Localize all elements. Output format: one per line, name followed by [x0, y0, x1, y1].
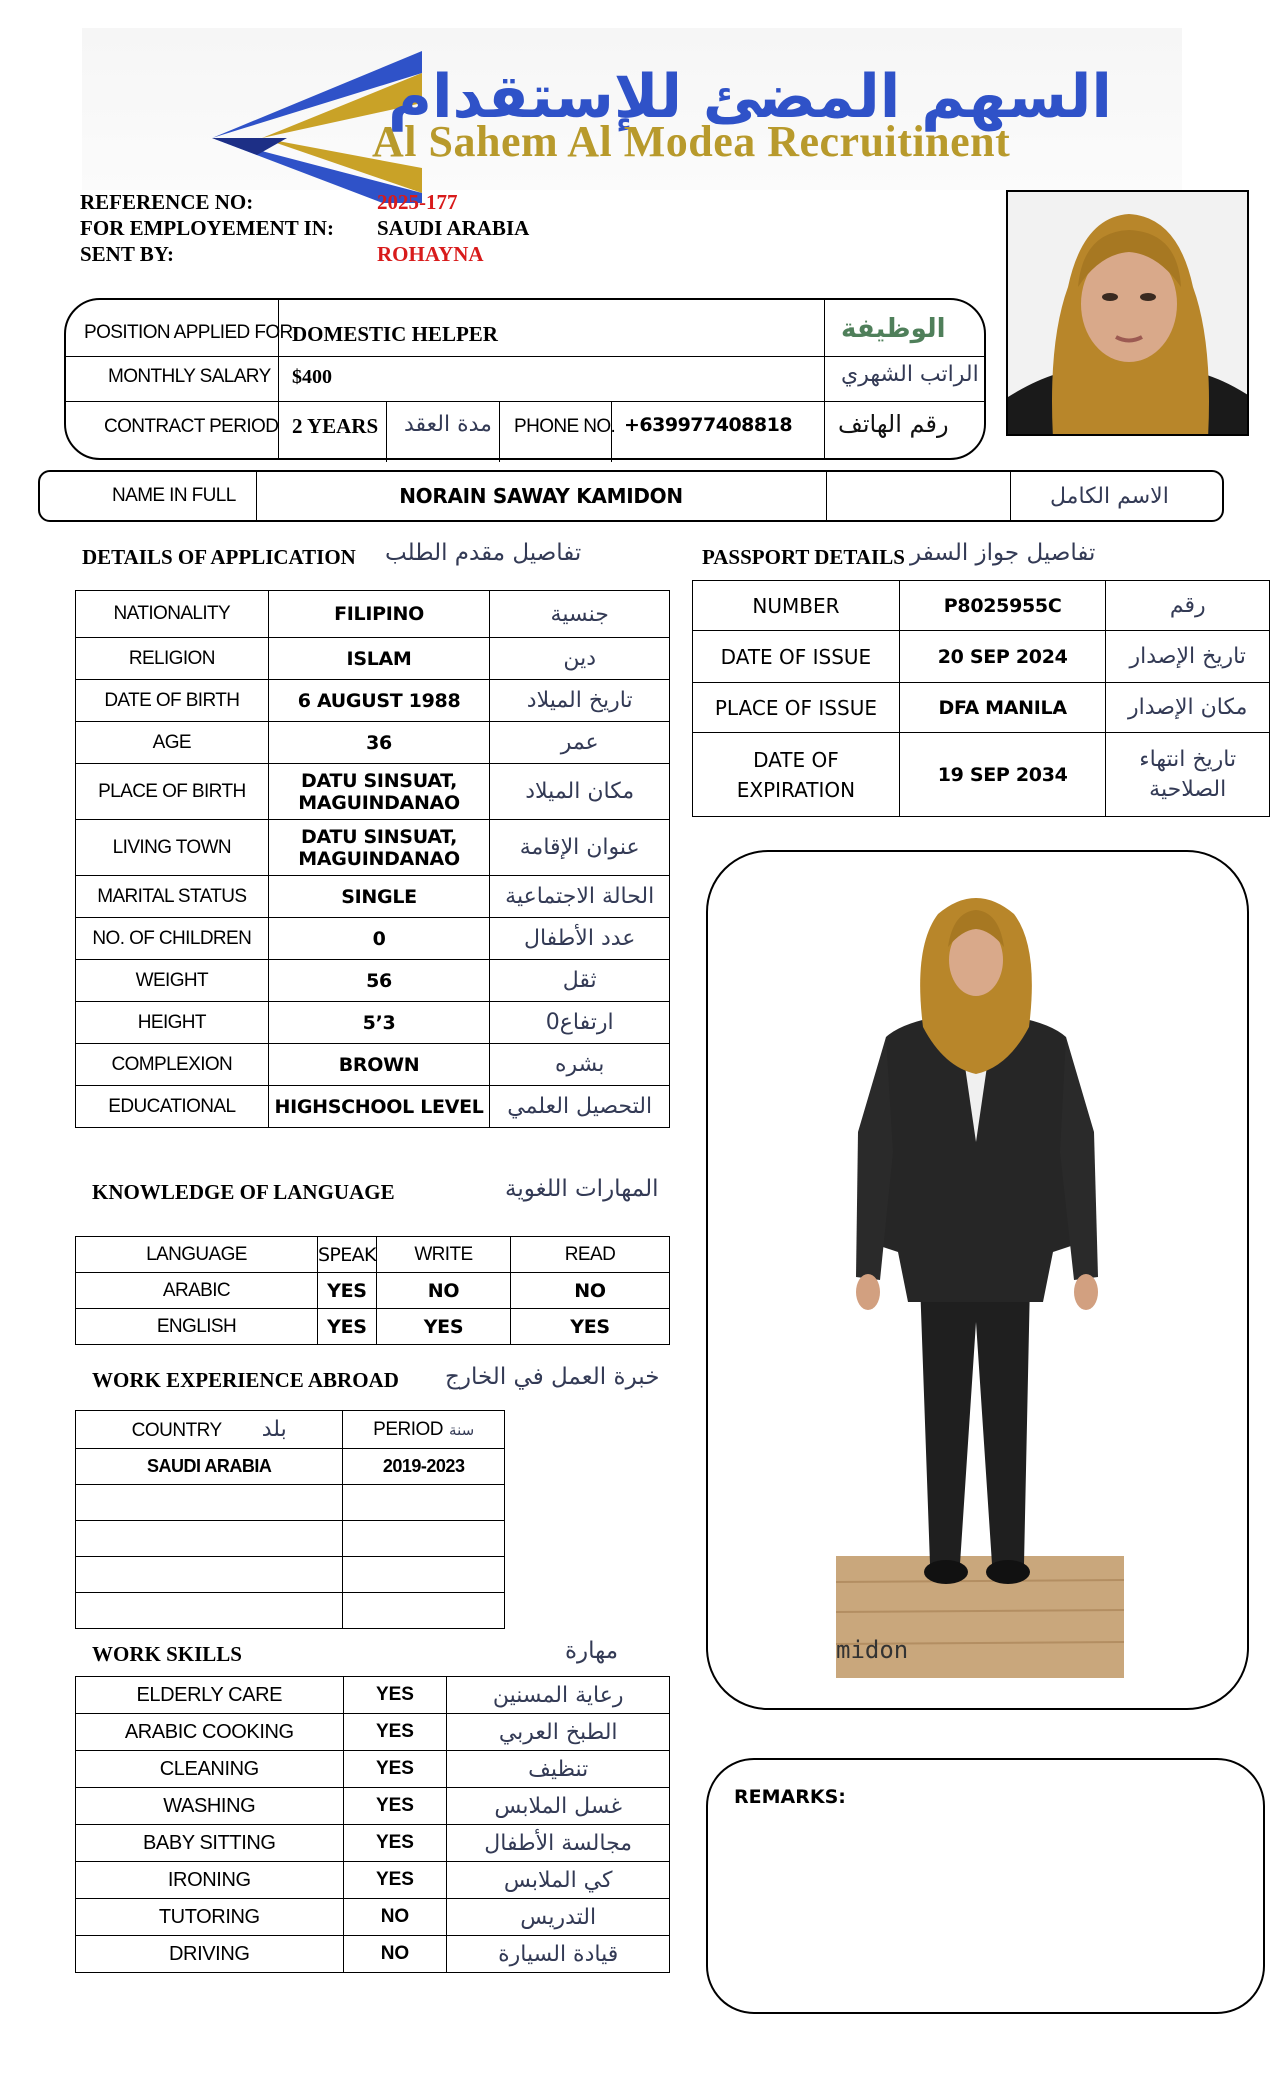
experience-header-row — [76, 1411, 505, 1449]
passport-row-arabic: رقم — [1106, 581, 1270, 631]
skill-arabic: كي الملابس — [447, 1862, 670, 1899]
application-row-label: NO. OF CHILDREN — [76, 918, 269, 960]
skill-row — [76, 1899, 670, 1936]
language-name: ENGLISH — [76, 1309, 318, 1345]
skill-name: TUTORING — [76, 1899, 344, 1936]
experience-period — [343, 1521, 505, 1557]
contract-label: CONTRACT PERIOD — [104, 416, 279, 437]
experience-title-arabic: خبرة العمل في الخارج — [445, 1364, 660, 1390]
passport-row — [693, 733, 1270, 817]
application-row-label: PLACE OF BIRTH — [76, 764, 269, 820]
application-row-label: RELIGION — [76, 638, 269, 680]
skill-value: NO — [343, 1936, 447, 1973]
application-row-arabic: عمر — [490, 722, 670, 764]
application-row-arabic: مكان الميلاد — [490, 764, 670, 820]
application-row — [76, 1044, 670, 1086]
passport-row-value: 20 SEP 2024 — [899, 631, 1106, 683]
language-level: YES — [511, 1309, 670, 1345]
experience-row — [76, 1449, 505, 1485]
application-title: DETAILS OF APPLICATION — [82, 545, 356, 569]
application-row-arabic: ثقل — [490, 960, 670, 1002]
language-table — [75, 1236, 670, 1345]
skill-row — [76, 1936, 670, 1973]
passport-row-arabic: تاريخ الإصدار — [1106, 631, 1270, 683]
application-row — [76, 638, 670, 680]
application-row — [76, 591, 670, 638]
agency-banner — [82, 28, 1182, 190]
position-value: DOMESTIC HELPER — [292, 322, 498, 346]
language-level: NO — [511, 1273, 670, 1309]
skill-value: NO — [343, 1899, 447, 1936]
photo-floor-caption: midon — [836, 1636, 909, 1664]
language-level: YES — [376, 1309, 510, 1345]
remarks-label: REMARKS: — [734, 1786, 846, 1808]
passport-row-value: P8025955C — [899, 581, 1106, 631]
full-name-value: NORAIN SAWAY KAMIDON — [399, 484, 683, 508]
application-row-value: 5’3 — [268, 1002, 490, 1044]
application-row-label: EDUCATIONAL — [76, 1086, 269, 1128]
skill-arabic: تنظيف — [447, 1751, 670, 1788]
application-row-value: HIGHSCHOOL LEVEL — [268, 1086, 490, 1128]
full-body-photo-frame — [706, 850, 1249, 1710]
application-row-value: DATU SINSUAT, MAGUINDANAO — [268, 764, 490, 820]
application-row — [76, 960, 670, 1002]
skill-value: YES — [343, 1677, 447, 1714]
language-header-cell: READ — [511, 1237, 670, 1273]
application-row-arabic: ارتفاع0 — [490, 1002, 670, 1044]
agency-name-arabic: السهم المضئ للإستقدام — [388, 62, 1112, 132]
period-header-label: PERIOD — [373, 1418, 444, 1440]
application-row-value: 6 AUGUST 1988 — [268, 680, 490, 722]
skill-row — [76, 1751, 670, 1788]
skill-row — [76, 1714, 670, 1751]
application-row-arabic: الحالة الاجتماعية — [490, 876, 670, 918]
experience-period — [343, 1485, 505, 1521]
contract-value: 2 YEARS — [292, 414, 379, 438]
application-row-label: WEIGHT — [76, 960, 269, 1002]
experience-table — [75, 1410, 505, 1629]
position-details-box — [64, 298, 986, 460]
language-row — [76, 1273, 670, 1309]
position-label: POSITION APPLIED FOR — [84, 322, 293, 343]
skill-name: DRIVING — [76, 1936, 344, 1973]
passport-table — [692, 580, 1270, 817]
employment-label: FOR EMPLOYEMENT IN: — [80, 216, 334, 240]
full-name-arabic: الاسم الكامل — [1050, 484, 1169, 509]
skill-row — [76, 1788, 670, 1825]
country-header-label: COUNTRY — [131, 1420, 222, 1441]
salary-value: $400 — [292, 366, 332, 388]
full-name-box — [38, 470, 1224, 522]
application-row-label: HEIGHT — [76, 1002, 269, 1044]
passport-row-value: DFA MANILA — [899, 683, 1106, 733]
remarks-box — [706, 1758, 1265, 2014]
application-row — [76, 722, 670, 764]
application-row-arabic: عنوان الإقامة — [490, 820, 670, 876]
skill-name: ARABIC COOKING — [76, 1714, 344, 1751]
application-row-arabic: دين — [490, 638, 670, 680]
agency-name-english: Al Sahem Al Modea Recruitinent — [372, 117, 1011, 166]
country-header-arabic: بلد — [261, 1417, 287, 1442]
application-title-arabic: تفاصيل مقدم الطلب — [385, 540, 582, 566]
passport-row-arabic: مكان الإصدار — [1106, 683, 1270, 733]
language-title: KNOWLEDGE OF LANGUAGE — [92, 1180, 395, 1204]
experience-row — [76, 1485, 505, 1521]
application-row-label: LIVING TOWN — [76, 820, 269, 876]
skill-arabic: رعاية المسنين — [447, 1677, 670, 1714]
application-row — [76, 764, 670, 820]
application-row-value: ISLAM — [268, 638, 490, 680]
full-name-label: NAME IN FULL — [112, 485, 236, 506]
sent-by-label: SENT BY: — [80, 242, 174, 266]
skill-arabic: غسل الملابس — [447, 1788, 670, 1825]
skill-value: YES — [343, 1862, 447, 1899]
application-table — [75, 590, 670, 1128]
skill-name: CLEANING — [76, 1751, 344, 1788]
passport-row-value: 19 SEP 2034 — [899, 733, 1106, 817]
skill-value: YES — [343, 1788, 447, 1825]
application-row — [76, 1002, 670, 1044]
skill-value: YES — [343, 1751, 447, 1788]
passport-row-arabic: تاريخ انتهاء الصلاحية — [1106, 733, 1270, 817]
passport-row — [693, 581, 1270, 631]
experience-country: SAUDI ARABIA — [76, 1449, 343, 1485]
language-header-cell: SPEAK — [317, 1237, 376, 1273]
language-level: NO — [376, 1273, 510, 1309]
passport-title: PASSPORT DETAILS — [702, 545, 905, 569]
language-header-row — [76, 1237, 670, 1273]
passport-row-label: NUMBER — [693, 581, 900, 631]
application-row-arabic: عدد الأطفال — [490, 918, 670, 960]
phone-arabic: رقم الهاتف — [838, 410, 949, 438]
skill-value: YES — [343, 1825, 447, 1862]
phone-label: PHONE NO. — [514, 416, 616, 437]
contract-arabic: مدة العقد — [404, 412, 492, 437]
sent-by-value: ROHAYNA — [377, 242, 484, 266]
skill-name: IRONING — [76, 1862, 344, 1899]
application-row — [76, 876, 670, 918]
skill-arabic: قيادة السيارة — [447, 1936, 670, 1973]
full-body-person-icon — [708, 852, 1251, 1712]
experience-period — [343, 1557, 505, 1593]
skill-value: YES — [343, 1714, 447, 1751]
application-row-value: FILIPINO — [268, 591, 490, 638]
application-row-arabic: بشره — [490, 1044, 670, 1086]
application-row-value: SINGLE — [268, 876, 490, 918]
experience-country — [76, 1521, 343, 1557]
experience-country — [76, 1593, 343, 1629]
reference-value: 2025-177 — [377, 190, 458, 214]
experience-row — [76, 1521, 505, 1557]
skills-title-arabic: مهارة — [565, 1638, 619, 1664]
experience-country — [76, 1485, 343, 1521]
employment-value: SAUDI ARABIA — [377, 216, 530, 240]
portrait-photo — [1006, 190, 1249, 436]
skill-row — [76, 1677, 670, 1714]
application-row — [76, 820, 670, 876]
passport-row-label: DATE OF ISSUE — [693, 631, 900, 683]
language-header-cell: WRITE — [376, 1237, 510, 1273]
passport-row-label: DATE OF EXPIRATION — [693, 733, 900, 817]
application-row-value: 0 — [268, 918, 490, 960]
application-row-label: DATE OF BIRTH — [76, 680, 269, 722]
passport-title-arabic: تفاصيل جواز السفر — [910, 540, 1096, 566]
application-row-value: 56 — [268, 960, 490, 1002]
salary-label: MONTHLY SALARY — [108, 366, 271, 387]
application-row — [76, 918, 670, 960]
skill-row — [76, 1825, 670, 1862]
application-row-value: DATU SINSUAT, MAGUINDANAO — [268, 820, 490, 876]
phone-value: +639977408818 — [624, 414, 793, 436]
application-row-value: 36 — [268, 722, 490, 764]
application-row-label: NATIONALITY — [76, 591, 269, 638]
skill-arabic: الطبخ العربي — [447, 1714, 670, 1751]
application-row-arabic: التحصيل العلمي — [490, 1086, 670, 1128]
skill-name: WASHING — [76, 1788, 344, 1825]
position-arabic: الوظيفة — [841, 314, 946, 344]
language-header-cell: LANGUAGE — [76, 1237, 318, 1273]
application-row-label: MARITAL STATUS — [76, 876, 269, 918]
experience-period-header — [343, 1411, 505, 1449]
passport-row-label: PLACE OF ISSUE — [693, 683, 900, 733]
language-row — [76, 1309, 670, 1345]
experience-row — [76, 1593, 505, 1629]
skill-name: BABY SITTING — [76, 1825, 344, 1862]
experience-period — [343, 1593, 505, 1629]
application-row-arabic: جنسية — [490, 591, 670, 638]
portrait-person-icon — [1008, 192, 1249, 436]
experience-title: WORK EXPERIENCE ABROAD — [92, 1368, 399, 1392]
language-level: YES — [317, 1309, 376, 1345]
application-row — [76, 1086, 670, 1128]
skill-name: ELDERLY CARE — [76, 1677, 344, 1714]
salary-arabic: الراتب الشهري — [841, 362, 979, 387]
skills-title: WORK SKILLS — [92, 1642, 242, 1666]
experience-country-header — [76, 1411, 343, 1449]
application-row-arabic: تاريخ الميلاد — [490, 680, 670, 722]
passport-row — [693, 631, 1270, 683]
application-row — [76, 680, 670, 722]
experience-row — [76, 1557, 505, 1593]
skill-arabic: مجالسة الأطفال — [447, 1825, 670, 1862]
language-level: YES — [317, 1273, 376, 1309]
skills-table — [75, 1676, 670, 1973]
application-row-value: BROWN — [268, 1044, 490, 1086]
application-row-label: COMPLEXION — [76, 1044, 269, 1086]
skill-row — [76, 1862, 670, 1899]
application-row-label: AGE — [76, 722, 269, 764]
language-title-arabic: المهارات اللغوية — [505, 1176, 659, 1202]
language-name: ARABIC — [76, 1273, 318, 1309]
reference-label: REFERENCE NO: — [80, 190, 254, 214]
period-header-arabic: سنة — [449, 1420, 475, 1439]
skill-arabic: التدريس — [447, 1899, 670, 1936]
experience-period: 2019-2023 — [343, 1449, 505, 1485]
experience-country — [76, 1557, 343, 1593]
passport-row — [693, 683, 1270, 733]
